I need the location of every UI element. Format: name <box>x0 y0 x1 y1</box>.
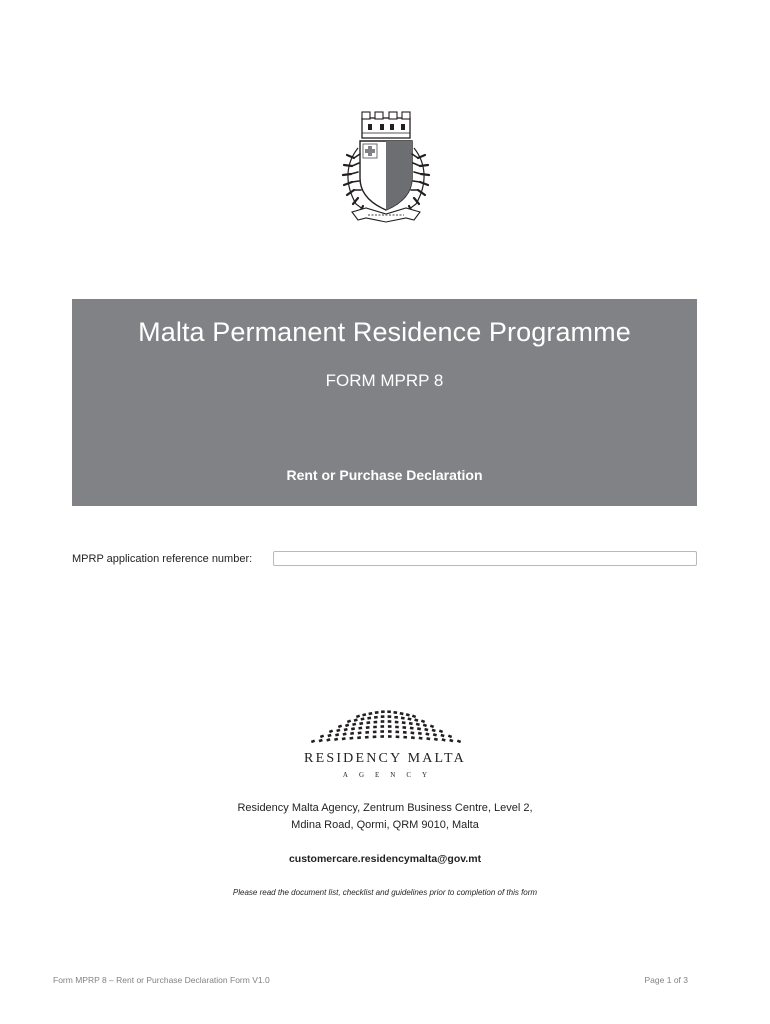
reference-number-label: MPRP application reference number: <box>72 553 253 565</box>
malta-coat-of-arms-icon <box>332 108 440 228</box>
reference-number-input[interactable] <box>273 551 697 566</box>
reference-number-row <box>72 551 697 568</box>
title-banner <box>72 299 697 506</box>
address-line-1: Residency Malta Agency, Zentrum Business Centre, Level 2, <box>237 802 533 814</box>
completion-note: Please read the document list, checklist and guidelines prior to completion of this form <box>232 888 538 897</box>
address-line-2: Mdina Road, Qormi, QRM 9010, Malta <box>291 819 479 831</box>
contact-email-link[interactable]: customercare.residencymalta@gov.mt <box>288 853 482 865</box>
form-subtitle: Rent or Purchase Declaration <box>286 467 483 483</box>
residency-malta-logo-icon <box>290 708 482 780</box>
page-number: Page 1 of 3 <box>644 975 688 985</box>
document-title: Malta Permanent Residence Programme <box>138 317 631 347</box>
agency-name: RESIDENCY MALTA <box>304 751 466 766</box>
footer-form-name: Form MPRP 8 – Rent or Purchase Declaration Form V1.0 <box>53 975 270 985</box>
form-code: FORM MPRP 8 <box>325 371 444 390</box>
agency-subtitle: AGENCY <box>342 771 439 779</box>
